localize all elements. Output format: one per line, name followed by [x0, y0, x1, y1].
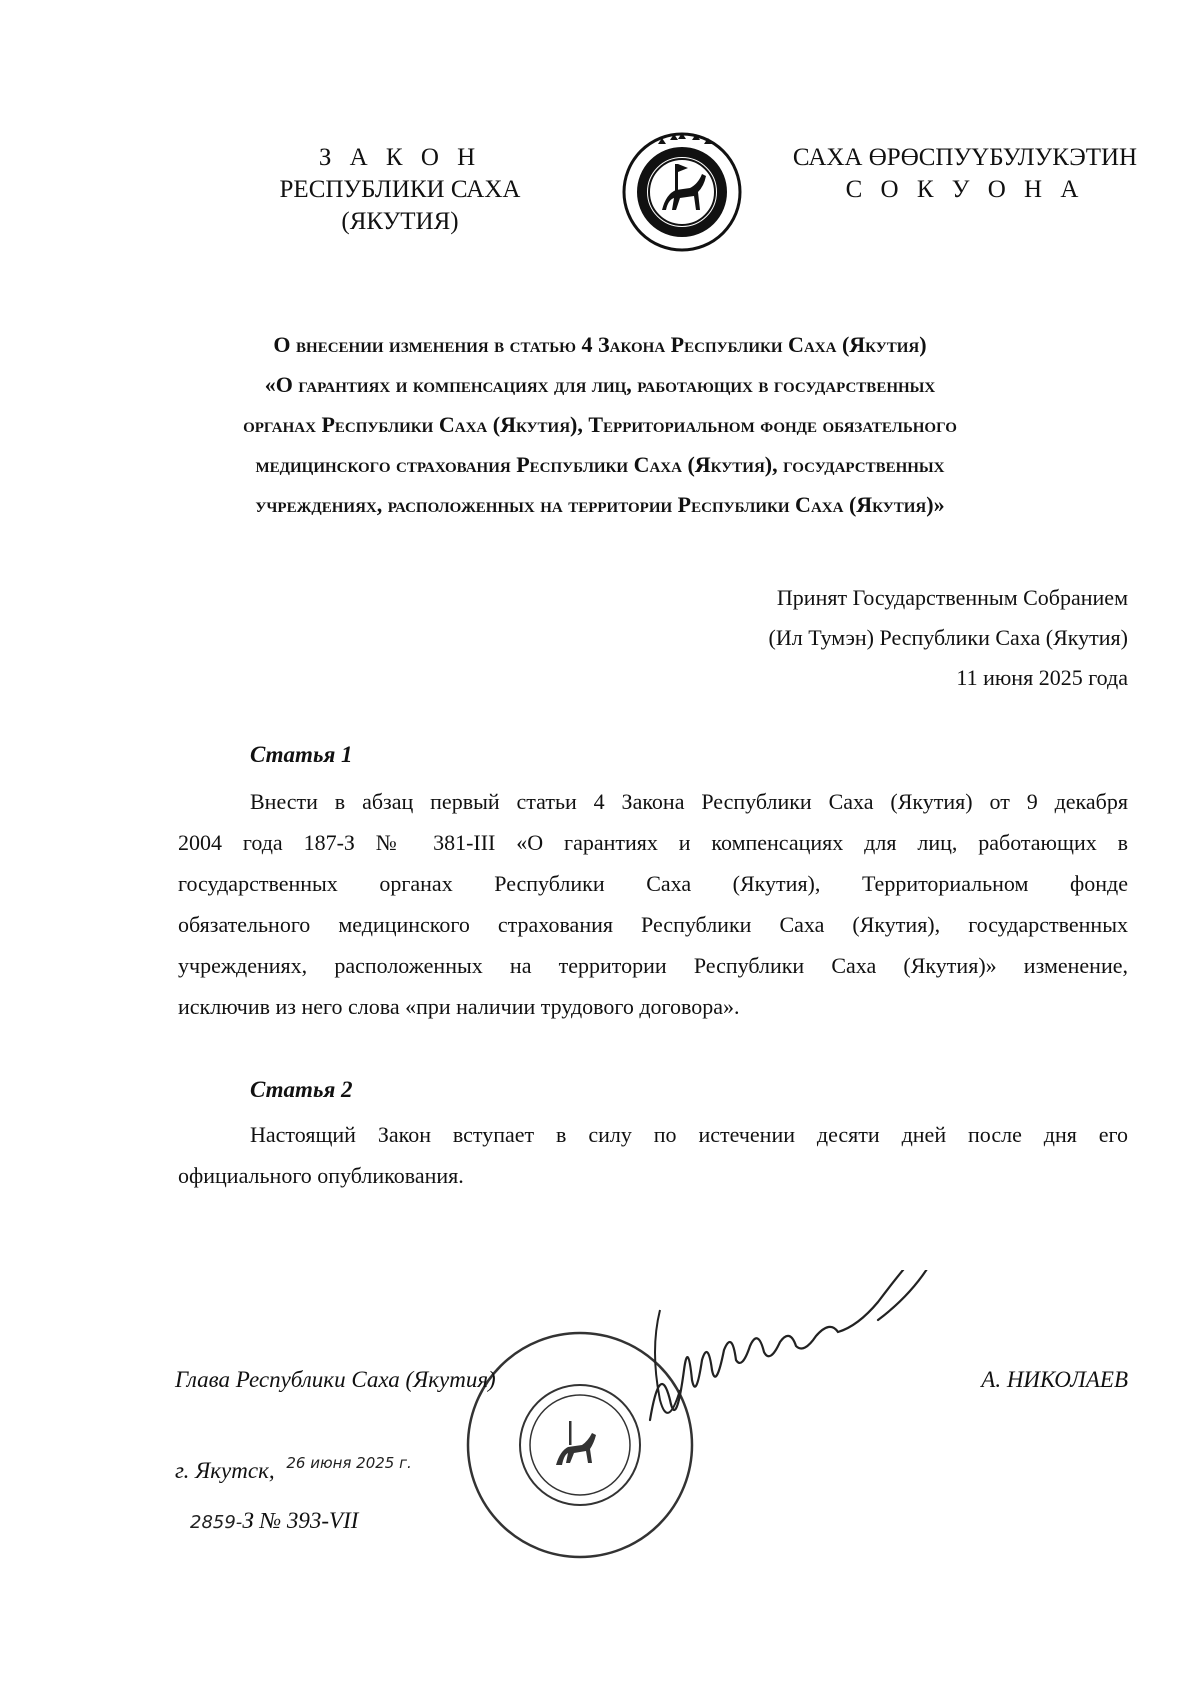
article-2-heading: Статья 2: [250, 1077, 353, 1102]
title-line: органах Республики Саха (Якутия), Территориальном фонде обязательного: [243, 412, 957, 437]
law-title: [150, 325, 1050, 525]
title-line: О внесении изменения в статью 4 Закона Республики Саха (Якутия): [273, 332, 927, 357]
adoption-date: 11 июня 2025 года: [956, 665, 1128, 690]
coat-of-arms-emblem-icon: [620, 130, 744, 254]
adoption-line: Принят Государственным Собранием: [776, 585, 1128, 610]
signature-role: Глава Республики Саха (Якутия): [175, 1367, 496, 1392]
header-right: [775, 142, 1155, 206]
title-line: медицинского страхования Республики Саха (Якутия), государственных: [255, 452, 945, 477]
place-and-date: [175, 1454, 412, 1484]
article-1-line: обязательного медицинского страхования Республики Саха (Якутия), государственных: [178, 912, 1128, 937]
header-right-subtitle: С О К У О Н А: [845, 176, 1085, 203]
article-1-line: Внести в абзац первый статьи 4 Закона Республики Саха (Якутия) от 9 декабря: [250, 789, 1128, 814]
handwritten-law-number: 2859-: [190, 1512, 243, 1533]
adoption-line: (Ил Тумэн) Республики Саха (Якутия): [768, 625, 1128, 650]
title-line: «О гарантиях и компенсациях для лиц, работающих в государственных: [264, 372, 936, 397]
signatory-name: А. НИКОЛАЕВ: [981, 1367, 1128, 1392]
signing-place: г. Якутск,: [175, 1458, 275, 1483]
header-right-title: САХА ӨРӨСПУҮБУЛУКЭТИН: [792, 144, 1138, 171]
article-1-body: [178, 781, 1128, 1027]
article-1-line: исключив из него слова «при наличии трудового договора».: [178, 994, 740, 1019]
law-number-suffix: З № 393-VII: [242, 1508, 359, 1533]
article-1-line: учреждениях, расположенных на территории Республики Саха (Якутия)» изменение,: [178, 953, 1128, 978]
article-1-line: государственных органах Республики Саха (Якутия), Территориальном фонде: [178, 871, 1128, 896]
article-2-line: официального опубликования.: [178, 1163, 464, 1188]
header-republic-name: РЕСПУБЛИКИ САХА (ЯКУТИЯ): [279, 176, 521, 235]
article-1-heading: Статья 1: [250, 742, 353, 767]
article-2-body: [178, 1114, 1128, 1196]
article-1-line: 2004 года 187-З № 381-III «О гарантиях и компенсациях для лиц, работающих в: [178, 830, 1128, 855]
header-left: [220, 142, 580, 238]
law-number: [190, 1508, 358, 1534]
header-law-label: З А К О Н: [318, 144, 482, 171]
article-2-line: Настоящий Закон вступает в силу по истечении десяти дней после дня его: [250, 1122, 1128, 1147]
handwritten-date: 26 июня 2025 г.: [286, 1454, 412, 1472]
adoption-block: [769, 578, 1128, 698]
title-line: учреждениях, расположенных на территории Республики Саха (Якутия)»: [255, 492, 945, 517]
handwritten-signature-icon: [640, 1270, 1000, 1440]
